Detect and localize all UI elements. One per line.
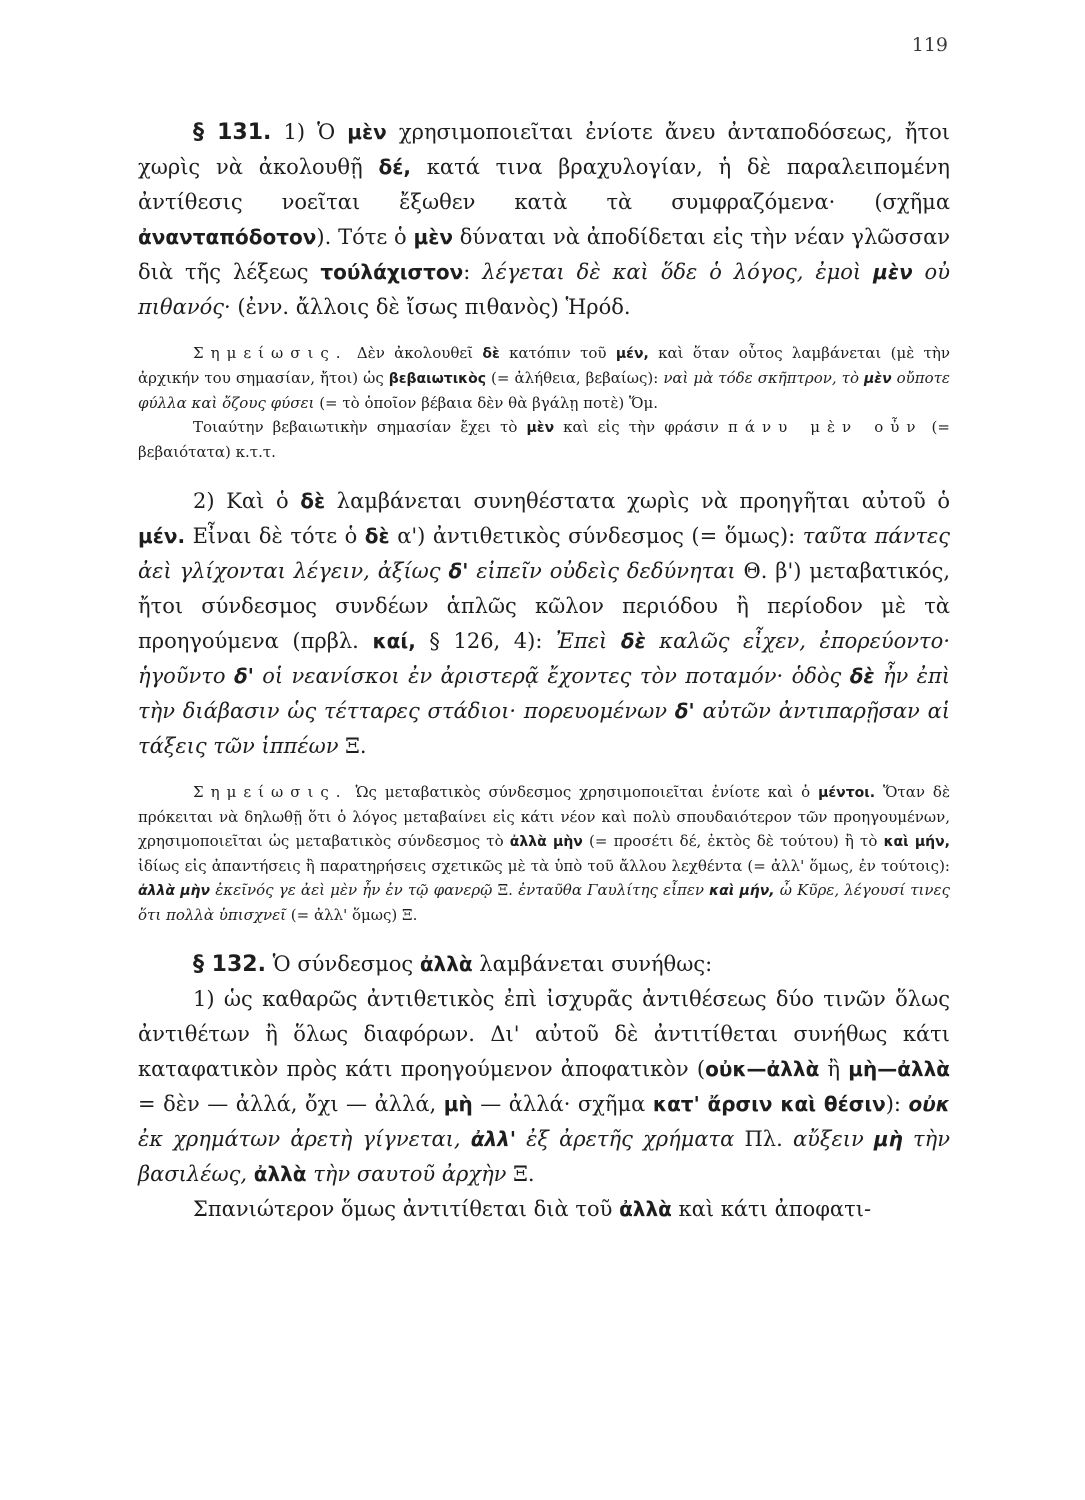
- note-label: Σημείωσις.: [193, 344, 348, 362]
- paragraph-132-2: Σπανιώτερον ὅμως ἀντιτίθεται διὰ τοῦ ἀλλὰ καὶ κάτι ἀποφατι-: [193, 1197, 872, 1221]
- section-sign-132: § 132.: [193, 952, 266, 977]
- paragraph-131-1: § 131. 1) Ὁ μὲν χρησιμοποιεῖται ἐνίοτε ἄνευ ἀνταποδόσεως, ἤτοι χωρὶς νὰ ἀκολουθῇ δέ, κατά τινα βραχυλογίαν, ἡ δὲ παραλειπομένη ἀντίθεσις νοεῖται ἔξωθεν κατὰ τὰ συμφραζόμενα· (σχῆμα ἀνανταπόδοτον). Τότε ὁ μὲν δύναται νὰ ἀποδίδεται εἰς τὴν νέαν γλῶσσαν διὰ τῆς λέξεως τούλάχιστον: λέγεται δὲ καὶ ὅδε ὁ λόγος, ἐμοὶ μὲν οὐ πιθανός· (ἐνν. ἄλλοις δὲ ἴσως πιθανὸς) Ἡρόδ.: [138, 120, 951, 319]
- page-number: 119: [911, 34, 948, 56]
- paragraph-132-intro: § 132. Ὁ σύνδεσμος ἀλλὰ λαμβάνεται συνήθως:: [193, 952, 713, 977]
- page-body: [138, 115, 950, 1227]
- paragraph-132-1: 1) ὡς καθαρῶς ἀντιθετικὸς ἐπὶ ἰσχυρᾶς ἀντιθέσεως δύο τινῶν ὅλως ἀντιθέτων ἢ ὅλως διαφόρων. Δι' αὐτοῦ δὲ ἀντιτίθεται συνήθως κάτι καταφατικὸν πρὸς κάτι προηγούμενον ἀποφατικὸν (οὐκ—ἀλλὰ ἢ μὴ—ἀλλὰ = δὲν — ἀλλά, ὄχι — ἀλλά, μὴ — ἀλλά· σχῆμα κατ' ἄρσιν καὶ θέσιν): οὐκ ἐκ χρημάτων ἀρετὴ γίγνεται, ἀλλ' ἐξ ἀρετῆς χρήματα Πλ. αὔξειν μὴ τὴν βασιλέως, ἀλλὰ τὴν σαυτοῦ ἀρχὴν Ξ.: [138, 987, 951, 1186]
- section-sign-131: § 131.: [193, 120, 272, 145]
- note-131-2: Σημείωσις. Ὡς μεταβατικὸς σύνδεσμος χρησιμοποιεῖται ἐνίοτε καὶ ὁ μέντοι. Ὅταν δὲ πρόκειται νὰ δηλωθῇ ὅτι ὁ λόγος μεταβαίνει εἰς κάτι νέον καὶ πολὺ σπουδαιότερον τῶν προηγουμένων, χρησιμοποιεῖται ὡς μεταβατικὸς σύνδεσμος τὸ ἀλλὰ μὴν (= προσέτι δέ, ἐκτὸς δὲ τούτου) ἢ τὸ καὶ μήν, ἰδίως εἰς ἀπαντήσεις ἢ παρατηρήσεις σχετικῶς μὲ τὰ ὑπὸ τοῦ ἄλλου λεχθέντα (= ἀλλ' ὅμως, ἐν τούτοις): ἀλλὰ μὴν ἐκεῖνός γε ἀεὶ μὲν ἦν ἐν τῷ φανερῷ Ξ. ἐνταῦθα Γαυλίτης εἶπεν καὶ μήν, ὦ Κῦρε, λέγουσί τινες ὅτι πολλὰ ὑπισχνεῖ (= ἀλλ' ὅμως) Ξ.: [138, 783, 951, 924]
- note-label: Σημείωσις.: [193, 783, 348, 801]
- paragraph-131-2: 2) Καὶ ὁ δὲ λαμβάνεται συνηθέστατα χωρὶς νὰ προηγῆται αὐτοῦ ὁ μέν. Εἶναι δὲ τότε ὁ δὲ α') ἀντιθετικὸς σύνδεσμος (= ὅμως): ταῦτα πάντες ἀεὶ γλίχονται λέγειν, ἀξίως δ' εἰπεῖν οὐδεὶς δεδύνηται Θ. β') μεταβατικός, ἤτοι σύνδεσμος συνδέων ἁπλῶς κῶλον περιόδου ἢ περίοδον μὲ τὰ προηγούμενα (πρβλ. καί, § 126, 4): Ἐπεὶ δὲ καλῶς εἶχεν, ἐπορεύοντο· ἡγοῦντο δ' οἱ νεανίσκοι ἐν ἀριστερᾷ ἔχοντες τὸν ποταμόν· ὁδὸς δὲ ἦν ἐπὶ τὴν διάβασιν ὡς τέτταρες στάδιοι· πορευομένων δ' αὐτῶν ἀντιπαρῇσαν αἱ τάξεις τῶν ἱππέων Ξ.: [138, 489, 951, 758]
- note-131-1b: Τοιαύτην βεβαιωτικὴν σημασίαν ἔχει τὸ μὲν καὶ εἰς τὴν φράσιν πάνυ μὲν οὖν (= βεβαιότατα) κ.τ.τ.: [138, 418, 950, 461]
- note-131-1: Σημείωσις. Δὲν ἀκολουθεῖ δὲ κατόπιν τοῦ μέν, καὶ ὅταν οὗτος λαμβάνεται (μὲ τὴν ἀρχικήν του σημασίαν, ἤτοι) ὡς βεβαιωτικὸς (= ἀλήθεια, βεβαίως): ναὶ μὰ τόδε σκῆπτρον, τὸ μὲν οὔποτε φύλλα καὶ ὄζους φύσει (= τὸ ὁποῖον βέβαια δὲν θὰ βγάλῃ ποτὲ) Ὅμ.: [138, 344, 950, 412]
